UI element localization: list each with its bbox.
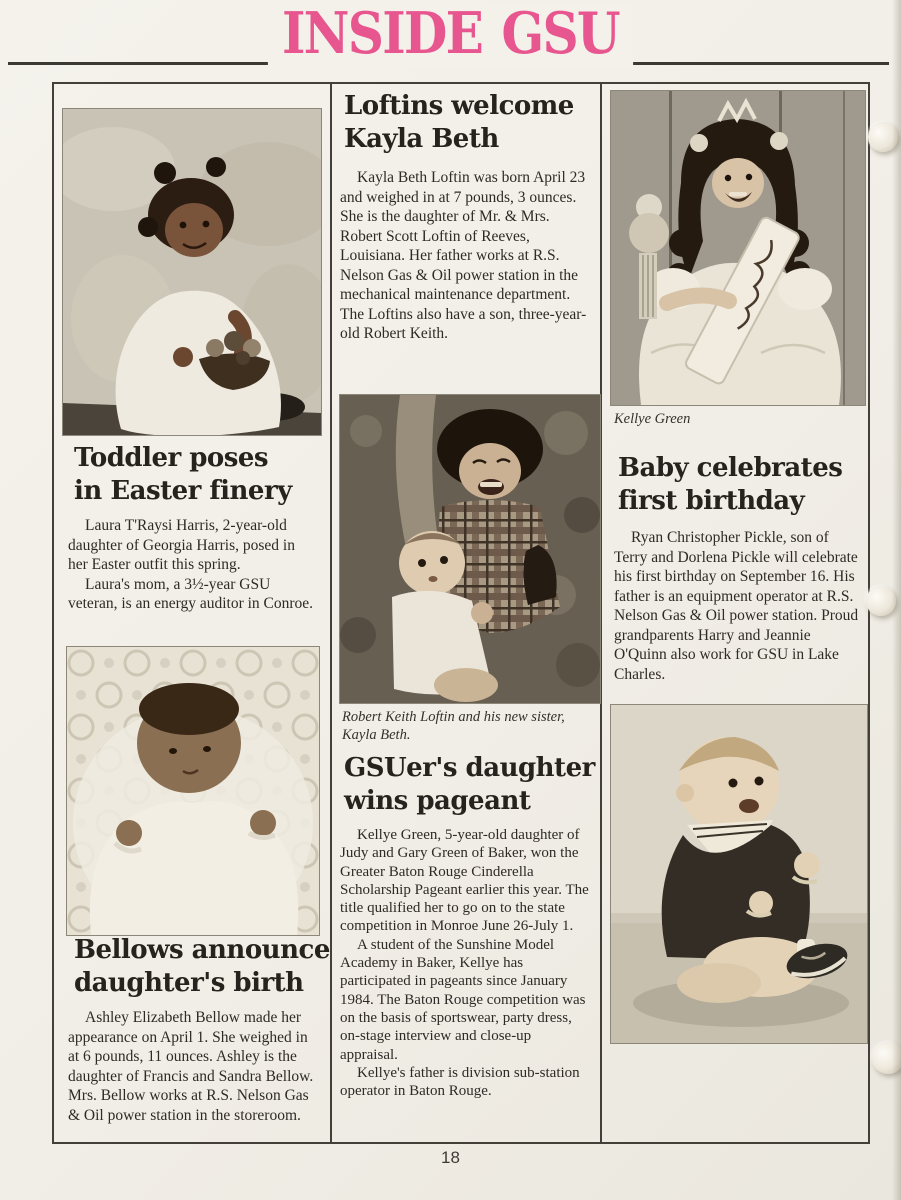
article-toddler-body: [68, 516, 318, 614]
photo-kellye-illustration: [611, 91, 865, 405]
article-toddler-headline: [74, 442, 292, 508]
photo-siblings-illustration: [340, 395, 600, 703]
photo-toddler: [62, 108, 322, 436]
photo-kellye: [610, 90, 866, 406]
column-divider-left: [330, 84, 332, 1142]
paragraph: Kellye Green, 5-year-old daughter of Judy and Gary Green of Baker, won the Greater Baton Rouge Cinderella Scholarship Pageant earlier this year. The title qualified her to go on to the state competition in Monroe June 26-July 1.: [340, 827, 589, 935]
content-frame: [52, 82, 870, 1144]
masthead: [0, 0, 901, 80]
headline-line: GSUer's daughter: [344, 753, 595, 783]
article-birthday-body: [614, 528, 864, 684]
article-loftins-body: [340, 168, 588, 344]
article-pageant-headline: [344, 752, 595, 818]
masthead-title-text: INSIDE GSU: [268, 2, 633, 66]
headline-line: Bellows announce: [74, 935, 330, 965]
headline-line: first birthday: [618, 486, 805, 516]
article-bellows-body: [68, 1008, 320, 1125]
headline-line: Toddler poses: [74, 443, 269, 473]
article-bellows-headline: [74, 934, 330, 1000]
photo-newborn: [66, 646, 320, 936]
paragraph: Laura T'Raysi Harris, 2-year-old daughter of Georgia Harris, posed in her Easter outfit this spring.: [68, 517, 295, 573]
caption-siblings: Robert Keith Loftin and his new sister, Kayla Beth.: [342, 709, 565, 743]
photo-siblings: [339, 394, 601, 704]
photo-sailor-baby-illustration: [611, 705, 867, 1043]
paragraph: Kellye's father is division sub-station operator in Baton Rouge.: [340, 1064, 580, 1100]
page-number: 18: [441, 1148, 460, 1167]
paragraph: Kayla Beth Loftin was born April 23 and weighed in at 7 pounds, 3 ounces. She is the daughter of Mr. & Mrs. Robert Scott Loftin of Reeves, Louisiana. Her father works at R.S. Nelson Gas & Oil power station in the mechanical maintenance department. The Loftins also have a son, three-year-old Robert Keith.: [340, 169, 587, 342]
paragraph: Laura's mom, a 3½-year GSU veteran, is an energy auditor in Conroe.: [68, 575, 314, 612]
masthead-title: [0, 2, 901, 66]
photo-newborn-illustration: [67, 647, 319, 935]
headline-line: Loftins welcome: [344, 91, 574, 121]
headline-line: in Easter finery: [74, 476, 292, 506]
binder-hole: [866, 586, 896, 616]
headline-line: Baby celebrates: [618, 453, 843, 483]
binder-hole: [872, 1042, 901, 1074]
caption-kellye: Kellye Green: [614, 411, 691, 427]
photo-toddler-illustration: [63, 109, 321, 435]
article-loftins-headline: [344, 90, 574, 156]
headline-line: Kayla Beth: [344, 124, 499, 154]
article-birthday-headline: [618, 452, 842, 518]
paragraph: Ryan Christopher Pickle, son of Terry and Dorlena Pickle will celebrate his first birthday on September 16. His father is an equipment operator at R.S. Nelson Gas & Oil power station. Proud grandparents Harry and Jeannie O'Quinn also work for GSU in Lake Charles.: [614, 529, 859, 683]
headline-line: wins pageant: [344, 786, 531, 816]
photo-sailor-baby: [610, 704, 868, 1044]
headline-line: daughter's birth: [74, 968, 304, 998]
paragraph: Ashley Elizabeth Bellow made her appearance on April 1. She weighed in at 6 pounds, 11 ounces. Ashley is the daughter of Francis and Sandra Bellow. Mrs. Bellow works at R.S. Nelson Gas & Oil power station in the storeroom.: [68, 1009, 314, 1124]
article-pageant-body: [340, 826, 592, 1100]
binder-hole: [868, 122, 898, 152]
paragraph: A student of the Sunshine Model Academy in Baker, Kellye has participated in pageants since January 1984. The Baton Rouge competition was on the basis of sportswear, party dress, on-stage interview and close-up appraisal.: [340, 936, 586, 1063]
